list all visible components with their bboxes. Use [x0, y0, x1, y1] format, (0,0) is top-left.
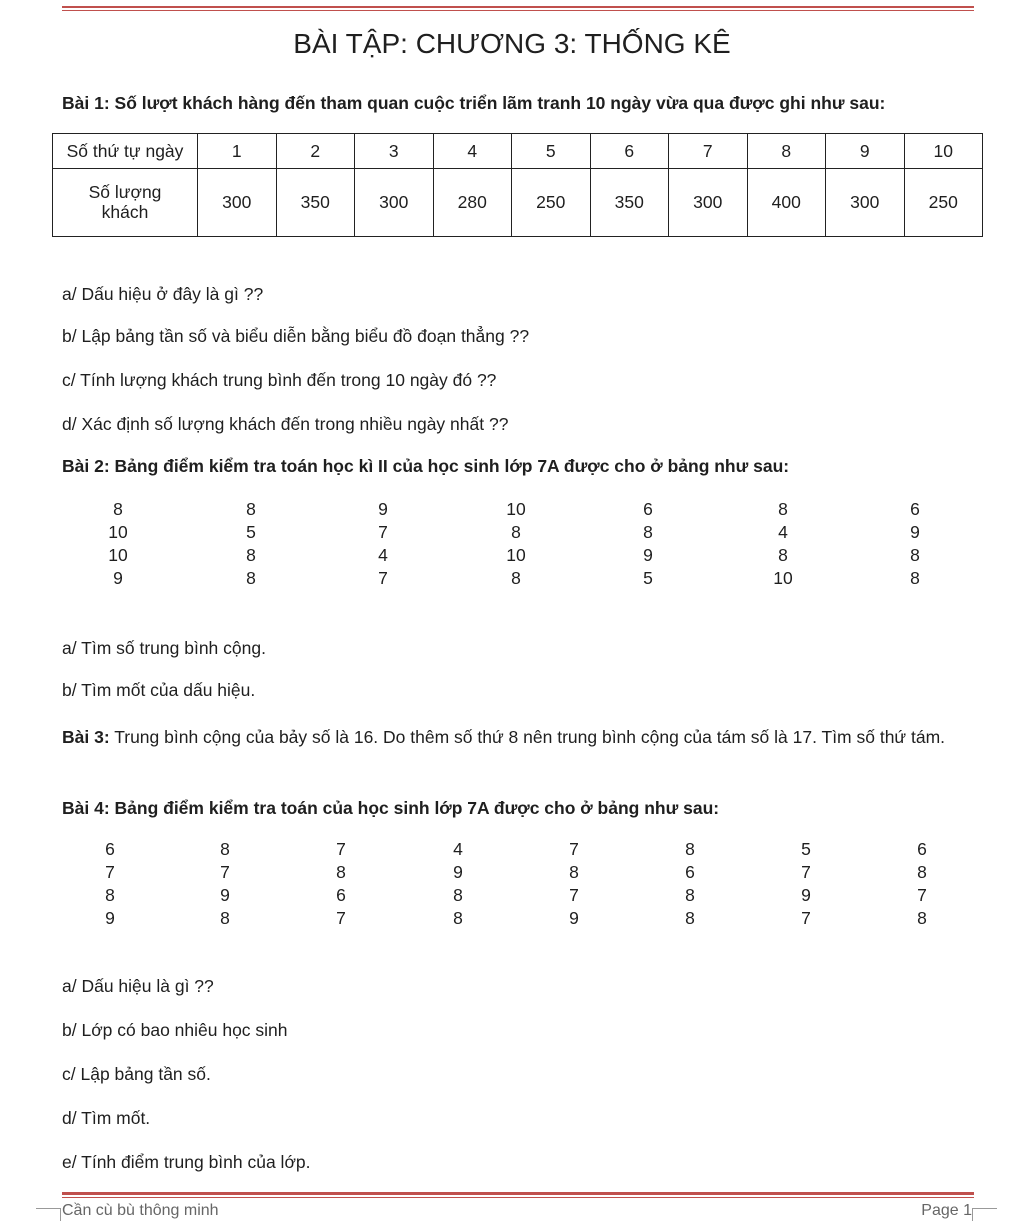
bai2-scores [0, 498, 1024, 594]
score: 7 [801, 908, 811, 928]
bai1-table [52, 133, 983, 237]
score: 8 [511, 522, 521, 542]
table-cell: 250 [904, 168, 983, 236]
corner-mark-right [972, 1208, 997, 1221]
score: 9 [801, 885, 811, 905]
score: 9 [569, 908, 579, 928]
table-cell: 8 [747, 134, 826, 169]
score: 8 [105, 885, 115, 905]
bai1-question-b: b/ Lập bảng tần số và biểu diễn bằng biểu đồ đoạn thẳng ?? [62, 326, 530, 346]
bai1-heading: Bài 1: Số lượt khách hàng đến tham quan cuộc triển lãm tranh 10 ngày vừa qua được ghi như sau: [62, 93, 886, 113]
score: 8 [246, 499, 256, 519]
footer-motto: Cần cù bù thông minh [62, 1202, 219, 1219]
score: 8 [246, 568, 256, 588]
score: 4 [778, 522, 788, 542]
score: 10 [108, 522, 128, 542]
row-label-days: Số thứ tự ngày [53, 134, 198, 169]
score: 9 [910, 522, 920, 542]
score: 8 [643, 522, 653, 542]
bai4-question-a: a/ Dấu hiệu là gì ?? [62, 976, 214, 996]
score: 8 [685, 908, 695, 928]
table-cell: 280 [433, 168, 512, 236]
score: 9 [643, 545, 653, 565]
score: 8 [778, 499, 788, 519]
page-title: BÀI TẬP: CHƯƠNG 3: THỐNG KÊ [293, 28, 731, 59]
bai3-label: Bài 3: [62, 727, 110, 747]
bai3-paragraph [62, 724, 972, 751]
score: 9 [105, 908, 115, 928]
table-cell: 3 [355, 134, 434, 169]
score: 6 [105, 839, 115, 859]
table-cell: 9 [826, 134, 905, 169]
score: 7 [336, 908, 346, 928]
score: 5 [643, 568, 653, 588]
bai3-text: Trung bình cộng của bảy số là 16. Do thêm số thứ 8 nên trung bình cộng của tám số là 17. Tìm số thứ tám. [109, 727, 946, 747]
table-cell: 400 [747, 168, 826, 236]
score: 6 [910, 499, 920, 519]
score: 7 [569, 839, 579, 859]
score: 7 [220, 862, 230, 882]
corner-mark-left [36, 1208, 61, 1221]
bai4-question-d: d/ Tìm mốt. [62, 1108, 151, 1128]
table-cell: 1 [198, 134, 277, 169]
page-number: Page 1 [921, 1202, 972, 1219]
header-rule [62, 6, 974, 8]
score: 8 [511, 568, 521, 588]
score: 9 [220, 885, 230, 905]
score: 8 [113, 499, 123, 519]
table-cell: 300 [826, 168, 905, 236]
score: 6 [685, 862, 695, 882]
table-row-guests [53, 168, 983, 236]
bai4-question-b: b/ Lớp có bao nhiêu học sinh [62, 1020, 288, 1040]
table-cell: 6 [590, 134, 669, 169]
score: 8 [336, 862, 346, 882]
bai2-heading: Bài 2: Bảng điểm kiểm tra toán học kì II của học sinh lớp 7A được cho ở bảng như sau: [62, 456, 790, 476]
score: 10 [108, 545, 128, 565]
table-cell: 300 [355, 168, 434, 236]
score: 4 [378, 545, 388, 565]
table-row-days [53, 134, 983, 169]
score: 10 [506, 499, 526, 519]
score: 8 [910, 545, 920, 565]
table-cell: 300 [198, 168, 277, 236]
score: 7 [105, 862, 115, 882]
table-cell: 7 [669, 134, 748, 169]
table-cell: 300 [669, 168, 748, 236]
bai4-question-e: e/ Tính điểm trung bình của lớp. [62, 1152, 311, 1172]
bai1-question-d: d/ Xác định số lượng khách đến trong nhiều ngày nhất ?? [62, 414, 509, 434]
bai4-heading: Bài 4: Bảng điểm kiểm tra toán của học sinh lớp 7A được cho ở bảng như sau: [62, 798, 720, 818]
row-label-guests: Số lượng khách [53, 168, 198, 236]
score: 8 [685, 885, 695, 905]
footer-rule [62, 1192, 974, 1195]
score: 10 [773, 568, 793, 588]
score: 7 [378, 522, 388, 542]
score: 9 [453, 862, 463, 882]
score: 8 [220, 908, 230, 928]
table-cell: 10 [904, 134, 983, 169]
score: 7 [378, 568, 388, 588]
score: 8 [246, 545, 256, 565]
table-cell: 5 [512, 134, 591, 169]
table-cell: 350 [276, 168, 355, 236]
score: 5 [246, 522, 256, 542]
score: 8 [220, 839, 230, 859]
table-cell: 350 [590, 168, 669, 236]
score: 6 [336, 885, 346, 905]
score: 8 [917, 908, 927, 928]
score: 8 [778, 545, 788, 565]
score: 4 [453, 839, 463, 859]
score: 9 [378, 499, 388, 519]
bai1-question-a: a/ Dấu hiệu ở đây là gì ?? [62, 284, 264, 304]
bai2-question-b: b/ Tìm mốt của dấu hiệu. [62, 680, 256, 700]
footer-rule-thin [62, 1197, 974, 1198]
bai4-question-c: c/ Lập bảng tần số. [62, 1064, 211, 1084]
score: 7 [336, 839, 346, 859]
score: 8 [910, 568, 920, 588]
bai2-question-a: a/ Tìm số trung bình cộng. [62, 638, 266, 658]
score: 6 [643, 499, 653, 519]
bai4-scores [0, 838, 1024, 934]
score: 9 [113, 568, 123, 588]
score: 10 [506, 545, 526, 565]
score: 8 [453, 885, 463, 905]
table-cell: 250 [512, 168, 591, 236]
score: 8 [685, 839, 695, 859]
score: 7 [917, 885, 927, 905]
score: 8 [453, 908, 463, 928]
score: 8 [569, 862, 579, 882]
score: 8 [917, 862, 927, 882]
score: 6 [917, 839, 927, 859]
table-cell: 2 [276, 134, 355, 169]
score: 7 [569, 885, 579, 905]
bai1-question-c: c/ Tính lượng khách trung bình đến trong 10 ngày đó ?? [62, 370, 497, 390]
header-rule-thin [62, 10, 974, 11]
table-cell: 4 [433, 134, 512, 169]
score: 5 [801, 839, 811, 859]
score: 7 [801, 862, 811, 882]
